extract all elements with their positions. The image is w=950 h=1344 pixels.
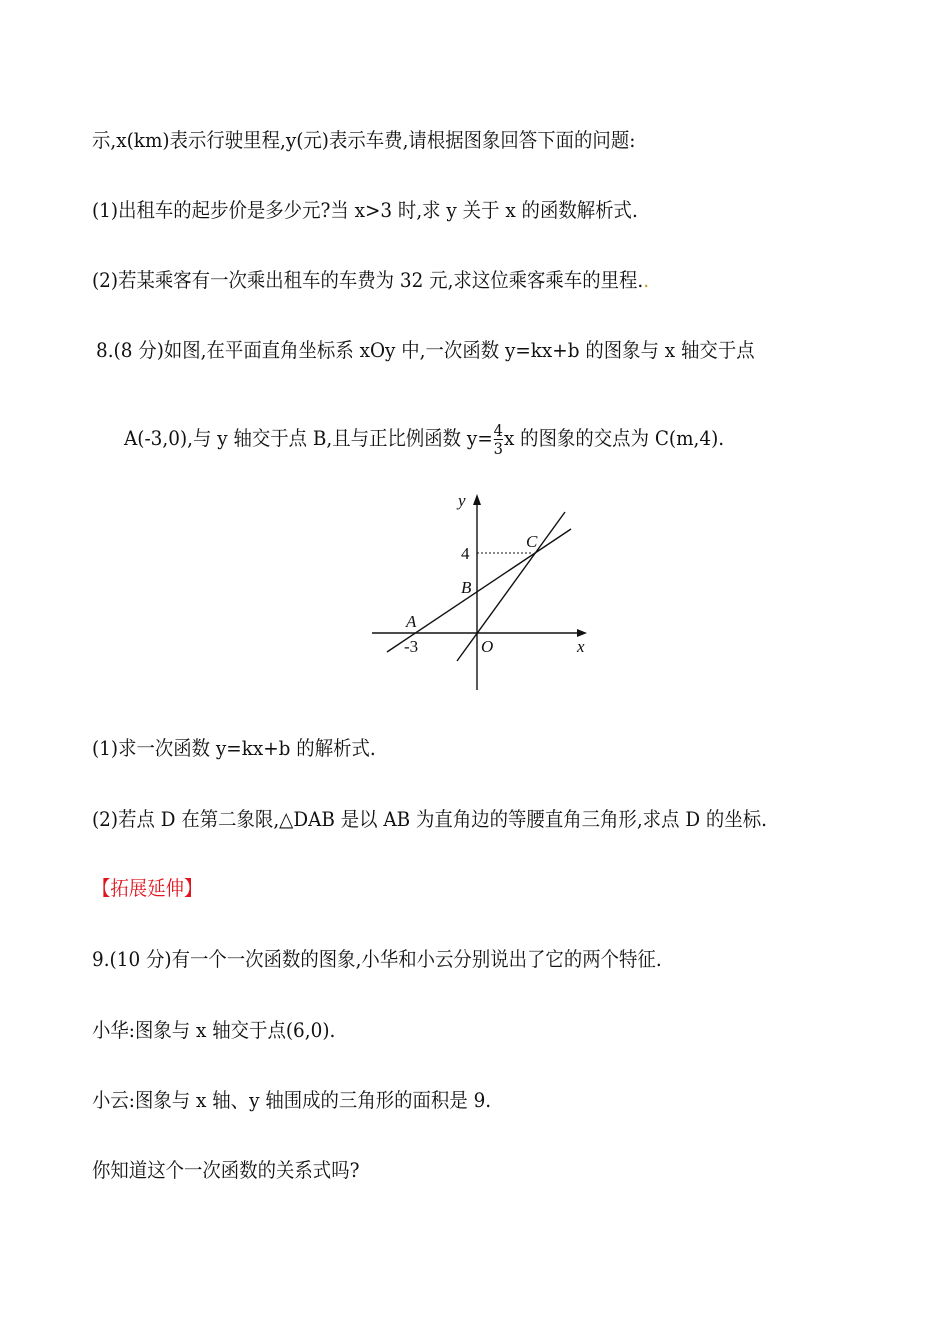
y-axis-label: y xyxy=(458,491,466,510)
given-text-pre: A(-3,0),与 y 轴交于点 B,且与正比例函数 y= xyxy=(124,426,493,450)
question-8-1: (1)求一次函数 y=kx+b 的解析式. xyxy=(92,736,376,760)
question-9-xiaohua: 小华:图象与 x 轴交于点(6,0). xyxy=(92,1018,336,1042)
y-arrow-icon xyxy=(473,494,481,505)
question-7-1: (1)出租车的起步价是多少元?当 x>3 时,求 y 关于 x 的函数解析式. xyxy=(92,198,638,222)
point-a-label: A xyxy=(406,612,417,631)
line-oc xyxy=(457,512,565,661)
y-tick-4: 4 xyxy=(461,544,470,563)
point-b-label: B xyxy=(461,578,472,597)
question-7-2: (2)若某乘客有一次乘出租车的车费为 32 元,求这位乘客乘车的里程.. xyxy=(92,268,650,292)
section-heading: 【拓展延伸】 xyxy=(92,876,203,900)
question-9-ask: 你知道这个一次函数的关系式吗? xyxy=(92,1158,360,1182)
question-9-xiaoyun: 小云:图象与 x 轴、y 轴围成的三角形的面积是 9. xyxy=(92,1088,492,1112)
x-axis-label: x xyxy=(577,637,585,656)
given-text-post: x 的图象的交点为 C(m,4). xyxy=(503,426,725,450)
question-7-2-text: (2)若某乘客有一次乘出租车的车费为 32 元,求这位乘客乘车的里程. xyxy=(92,268,644,292)
question-8-2: (2)若点 D 在第二象限,△DAB 是以 AB 为直角边的等腰直角三角形,求点 D 的坐标. xyxy=(92,807,767,831)
point-c-label: C xyxy=(526,532,538,551)
problem-intro-text: 示,x(km)表示行驶里程,y(元)表示车费,请根据图象回答下面的问题: xyxy=(92,128,636,152)
fraction-denominator: 3 xyxy=(493,439,504,458)
x-tick-minus-3: -3 xyxy=(404,637,419,656)
question-9: 9.(10 分)有一个一次函数的图象,小华和小云分别说出了它的两个特征. xyxy=(92,947,662,971)
origin-label: O xyxy=(481,637,494,656)
question-8: 8.(8 分)如图,在平面直角坐标系 xOy 中,一次函数 y=kx+b 的图象与 x 轴交于点 xyxy=(96,338,755,362)
fraction-numerator: 4 xyxy=(493,421,504,440)
x-arrow-icon xyxy=(577,629,587,637)
